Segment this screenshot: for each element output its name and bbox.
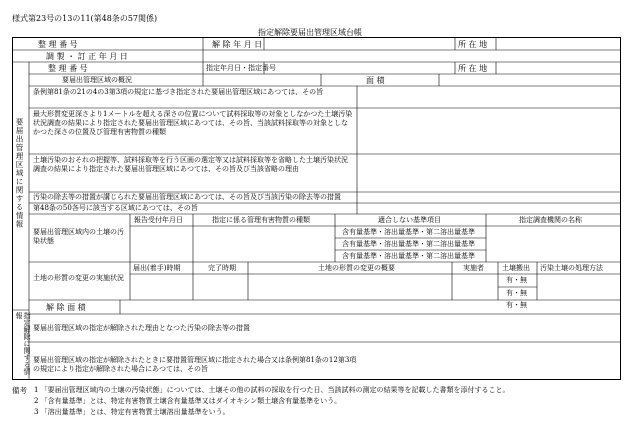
item-2: 最大形質変更深さより1メートルを超える深さの位置について試料採取等の対象としなかつた土壌汚染状況調査の結果により指定された要届出管理区域にあつては、その旨、当該試料採取等の対象としなかつた深さの位置及び管理有害物質の種類 bbox=[33, 110, 353, 136]
umu-row-2: 有・無 bbox=[506, 289, 527, 297]
jisshisha-header: 実施者 bbox=[463, 264, 484, 272]
kijun-row-2: 含有量基準・溶出量基準・第二溶出量基準 bbox=[342, 240, 475, 248]
biko-label: 備考 bbox=[12, 386, 27, 395]
biko-note-3: 3 「溶出量基準」とは、特定有害物質土壌溶出量基準をいう。 bbox=[34, 408, 230, 416]
hanshutsu-header: 土壌搬出 bbox=[502, 264, 530, 272]
item-4: 汚染の除去等の措置が講じられた要届出管理区域にあつては、その旨及び当該汚染の除去等の措置 bbox=[33, 193, 341, 201]
shitei-date-label: 指定年月日・指定番号 bbox=[206, 64, 276, 72]
page-title: 指定解除要届出管理区域台帳 bbox=[258, 28, 362, 37]
form-number: 様式第23号の13の11(第48条の57関係) bbox=[12, 14, 158, 23]
upper-side-label: 要届出管理区域に関する情報 bbox=[15, 118, 24, 229]
biko-note-2: 2 「含有量基準」とは、特定有害物質土壌含有量基準又はダイオキシン類土壌含有量基準をいう。 bbox=[34, 397, 342, 405]
shurui-header: 指定に係る管理有害物質の種類 bbox=[212, 216, 310, 224]
shozaichi-label: 所 在 地 bbox=[458, 40, 488, 49]
umu-row-3: 有・無 bbox=[506, 301, 527, 309]
hokoku-date-header: 報告受付年月日 bbox=[134, 216, 183, 224]
shori-header: 汚染土壌の処理方法 bbox=[540, 264, 603, 272]
upper-shozaichi-label: 所 在 地 bbox=[458, 64, 488, 73]
kikan-header: 指定調査機関の名称 bbox=[519, 216, 582, 224]
chakushu-header: 届出(着手)時期 bbox=[133, 264, 181, 272]
item-3: 土壌汚染のおそれの把握等、試料採取等を行う区画の選定等又は試料採取等を省略した土壌汚染状況調査の結果により指定された要届出管理区域にあつては、その旨及び当該省略の理由 bbox=[33, 156, 348, 173]
tekigo-header: 適合しない基準項目 bbox=[378, 216, 441, 224]
kaijo-date-label: 解 除 年 月 日 bbox=[212, 40, 263, 49]
biko-note-1: 1 「要届出管理区域内の土壌の汚染状態」については、土壌その他の試料の採取を行つた日、当該試料の測定の結果等を記載した書類を添付すること。 bbox=[34, 386, 510, 394]
umu-row-1: 有・無 bbox=[506, 276, 527, 284]
item-1: 条例第81条の21の4の3第3項の規定に基づき指定された要届出管理区域にあつては、その旨 bbox=[33, 88, 324, 96]
lower-side-label: 指定解除に関する情報 bbox=[15, 312, 31, 375]
gaiyo-header: 土地の形質の変更の概要 bbox=[318, 264, 395, 272]
kijun-row-3: 含有量基準・溶出量基準・第二溶出量基準 bbox=[342, 252, 475, 260]
item-5: 第48条の50各号に該当する区域にあつては、その旨 bbox=[33, 204, 198, 212]
kanryo-header: 完了時期 bbox=[208, 264, 236, 272]
upper-seiri-label: 整 理 番 号 bbox=[48, 64, 88, 73]
kaijo-reason: 要届出管理区域の指定が解除された理由となつた汚染の除去等の措置 bbox=[33, 324, 250, 332]
seiri-bango-label: 整 理 番 号 bbox=[38, 40, 78, 49]
chosei-label: 調 製 ・ 訂 正 年 月 日 bbox=[46, 52, 128, 61]
kaijo-note: 要届出管理区域の指定が解除されたときに要措置管理区域に指定された場合又は条例第81条の12第3項の規定により指定が解除された場合にあつては、その旨 bbox=[33, 356, 357, 373]
jotai-label: 要届出管理区域内の土壌の汚染状態 bbox=[33, 228, 124, 245]
gaikyo-label: 要届出管理区域の概況 bbox=[62, 76, 132, 84]
menseki-label: 面 積 bbox=[366, 76, 385, 85]
kaijo-menseki-label: 解 除 面 積 bbox=[46, 303, 86, 312]
kijun-row-1: 含有量基準・溶出量基準・第二溶出量基準 bbox=[342, 228, 475, 236]
keishitsu-label: 土地の形質の変更の実施状況 bbox=[33, 274, 124, 282]
